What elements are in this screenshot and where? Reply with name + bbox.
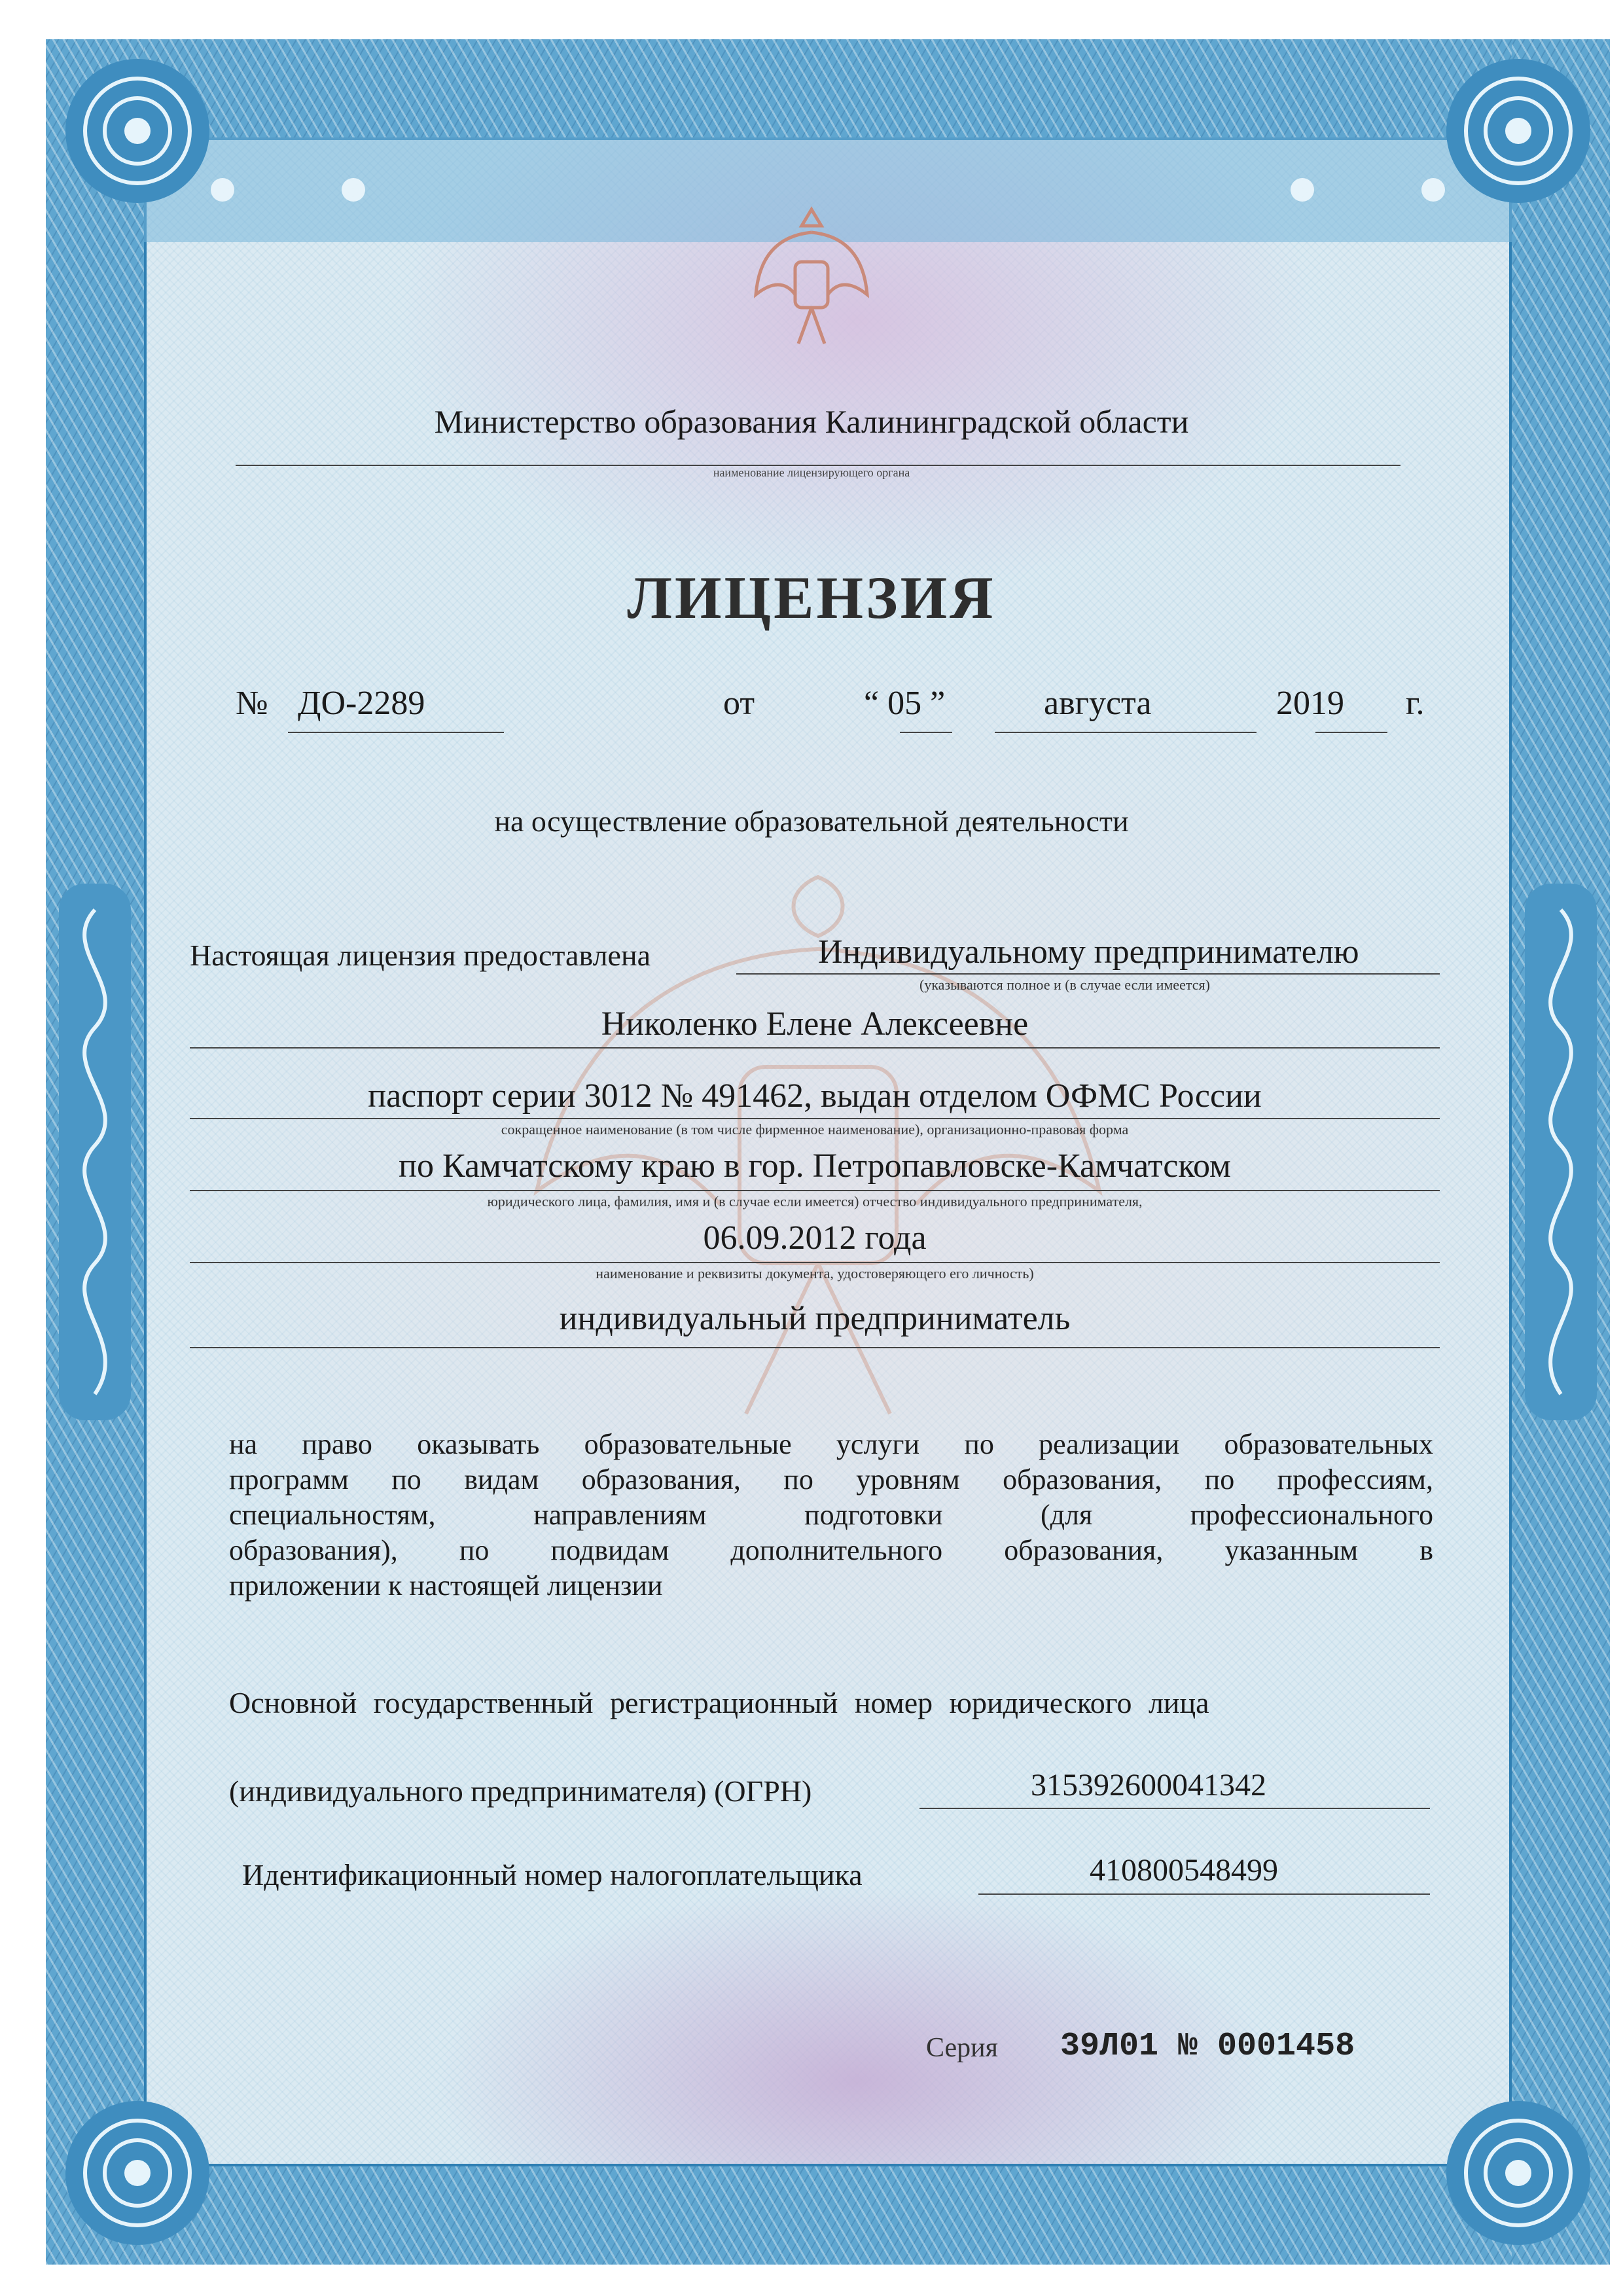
inn-underline [978,1893,1430,1895]
corner-rosette-icon [52,2088,223,2258]
series-number: 39Л01 № 0001458 [1060,2028,1355,2065]
ogrn-underline [919,1808,1430,1809]
granted-label: Настоящая лицензия предоставлена [190,939,651,972]
license-year-underline [1315,732,1387,733]
ogrn-value: 315392600041342 [1031,1768,1266,1803]
granted-line-5: 06.09.2012 года [703,1219,927,1257]
license-number: ДО-2289 [298,685,425,722]
inn-value: 410800548499 [1090,1853,1278,1888]
rights-line: образования), по подвидам дополнительного образования, указанным в [229,1534,1433,1566]
granted-underline-6 [190,1347,1440,1348]
rights-line: приложении к настоящей лицензии [229,1570,663,1602]
granted-caption-5: наименование и реквизиты документа, удостоверяющего его личность) [596,1265,1034,1282]
rights-line: специальностям, направлениям подготовки (для профессионального [229,1499,1433,1531]
granted-caption-3: сокращенное наименование (в том числе фирменное наименование), организационно-правовая форма [501,1121,1129,1138]
date-from-label: от [723,685,755,722]
series-label: Серия [926,2033,998,2063]
corner-rosette-icon [1433,46,1603,216]
license-year: 2019 [1276,685,1344,722]
rights-line: программ по видам образования, по уровням образования, по профессиям, [229,1463,1433,1496]
coat-of-arms-icon [740,196,883,353]
granted-underline-3 [190,1118,1440,1119]
license-month: августа [1044,685,1152,722]
granted-underline-5 [190,1262,1440,1263]
granted-underline-2 [190,1047,1440,1049]
frame-top [46,39,1610,137]
granted-line-3: паспорт серии 3012 № 491462, выдан отделом ОФМС России [368,1077,1262,1115]
license-month-underline [995,732,1257,733]
document-title: ЛИЦЕНЗИЯ [627,564,996,631]
rights-line: на право оказывать образовательные услуги по реализации образовательных [229,1428,1433,1460]
frame-bottom [46,2166,1610,2265]
inn-label: Идентификационный номер налогоплательщика [242,1858,863,1892]
ogrn-label-line-2: (индивидуального предпринимателя) (ОГРН) [229,1774,812,1808]
side-knot-ornament-icon [1512,884,1610,1420]
granted-line-2: Николенко Елене Алексеевне [601,1005,1029,1043]
license-rights-paragraph [229,1427,1433,1604]
corner-rosette-icon [1433,2088,1603,2258]
license-day-underline [900,732,952,733]
granted-line-1: Индивидуальному предпринимателю [818,933,1359,971]
license-day: “ 05 ” [864,685,946,722]
granted-line-4: по Камчатскому краю в гор. Петропавловске-Камчатском [399,1147,1231,1185]
granted-underline-1 [736,973,1440,975]
authority-caption: наименование лицензирующего органа [713,466,910,479]
granted-caption-1: (указываются полное и (в случае если имеется) [919,977,1210,993]
granted-underline-4 [190,1190,1440,1191]
granted-line-6: индивидуальный предприниматель [559,1300,1071,1337]
side-knot-ornament-icon [46,884,144,1420]
license-number-prefix: № [236,685,268,722]
ogrn-label-line-1: Основной государственный регистрационный номер юридического лица [229,1686,1209,1719]
license-year-suffix: г. [1406,685,1425,722]
license-purpose: на осуществление образовательной деятельности [494,804,1129,838]
licensing-authority: Министерство образования Калининградской области [434,403,1189,440]
granted-caption-4: юридического лица, фамилия, имя и (в случае если имеется) отчество индивидуального предпринимателя, [487,1193,1143,1210]
corner-rosette-icon [52,46,223,216]
license-number-underline [288,732,504,733]
